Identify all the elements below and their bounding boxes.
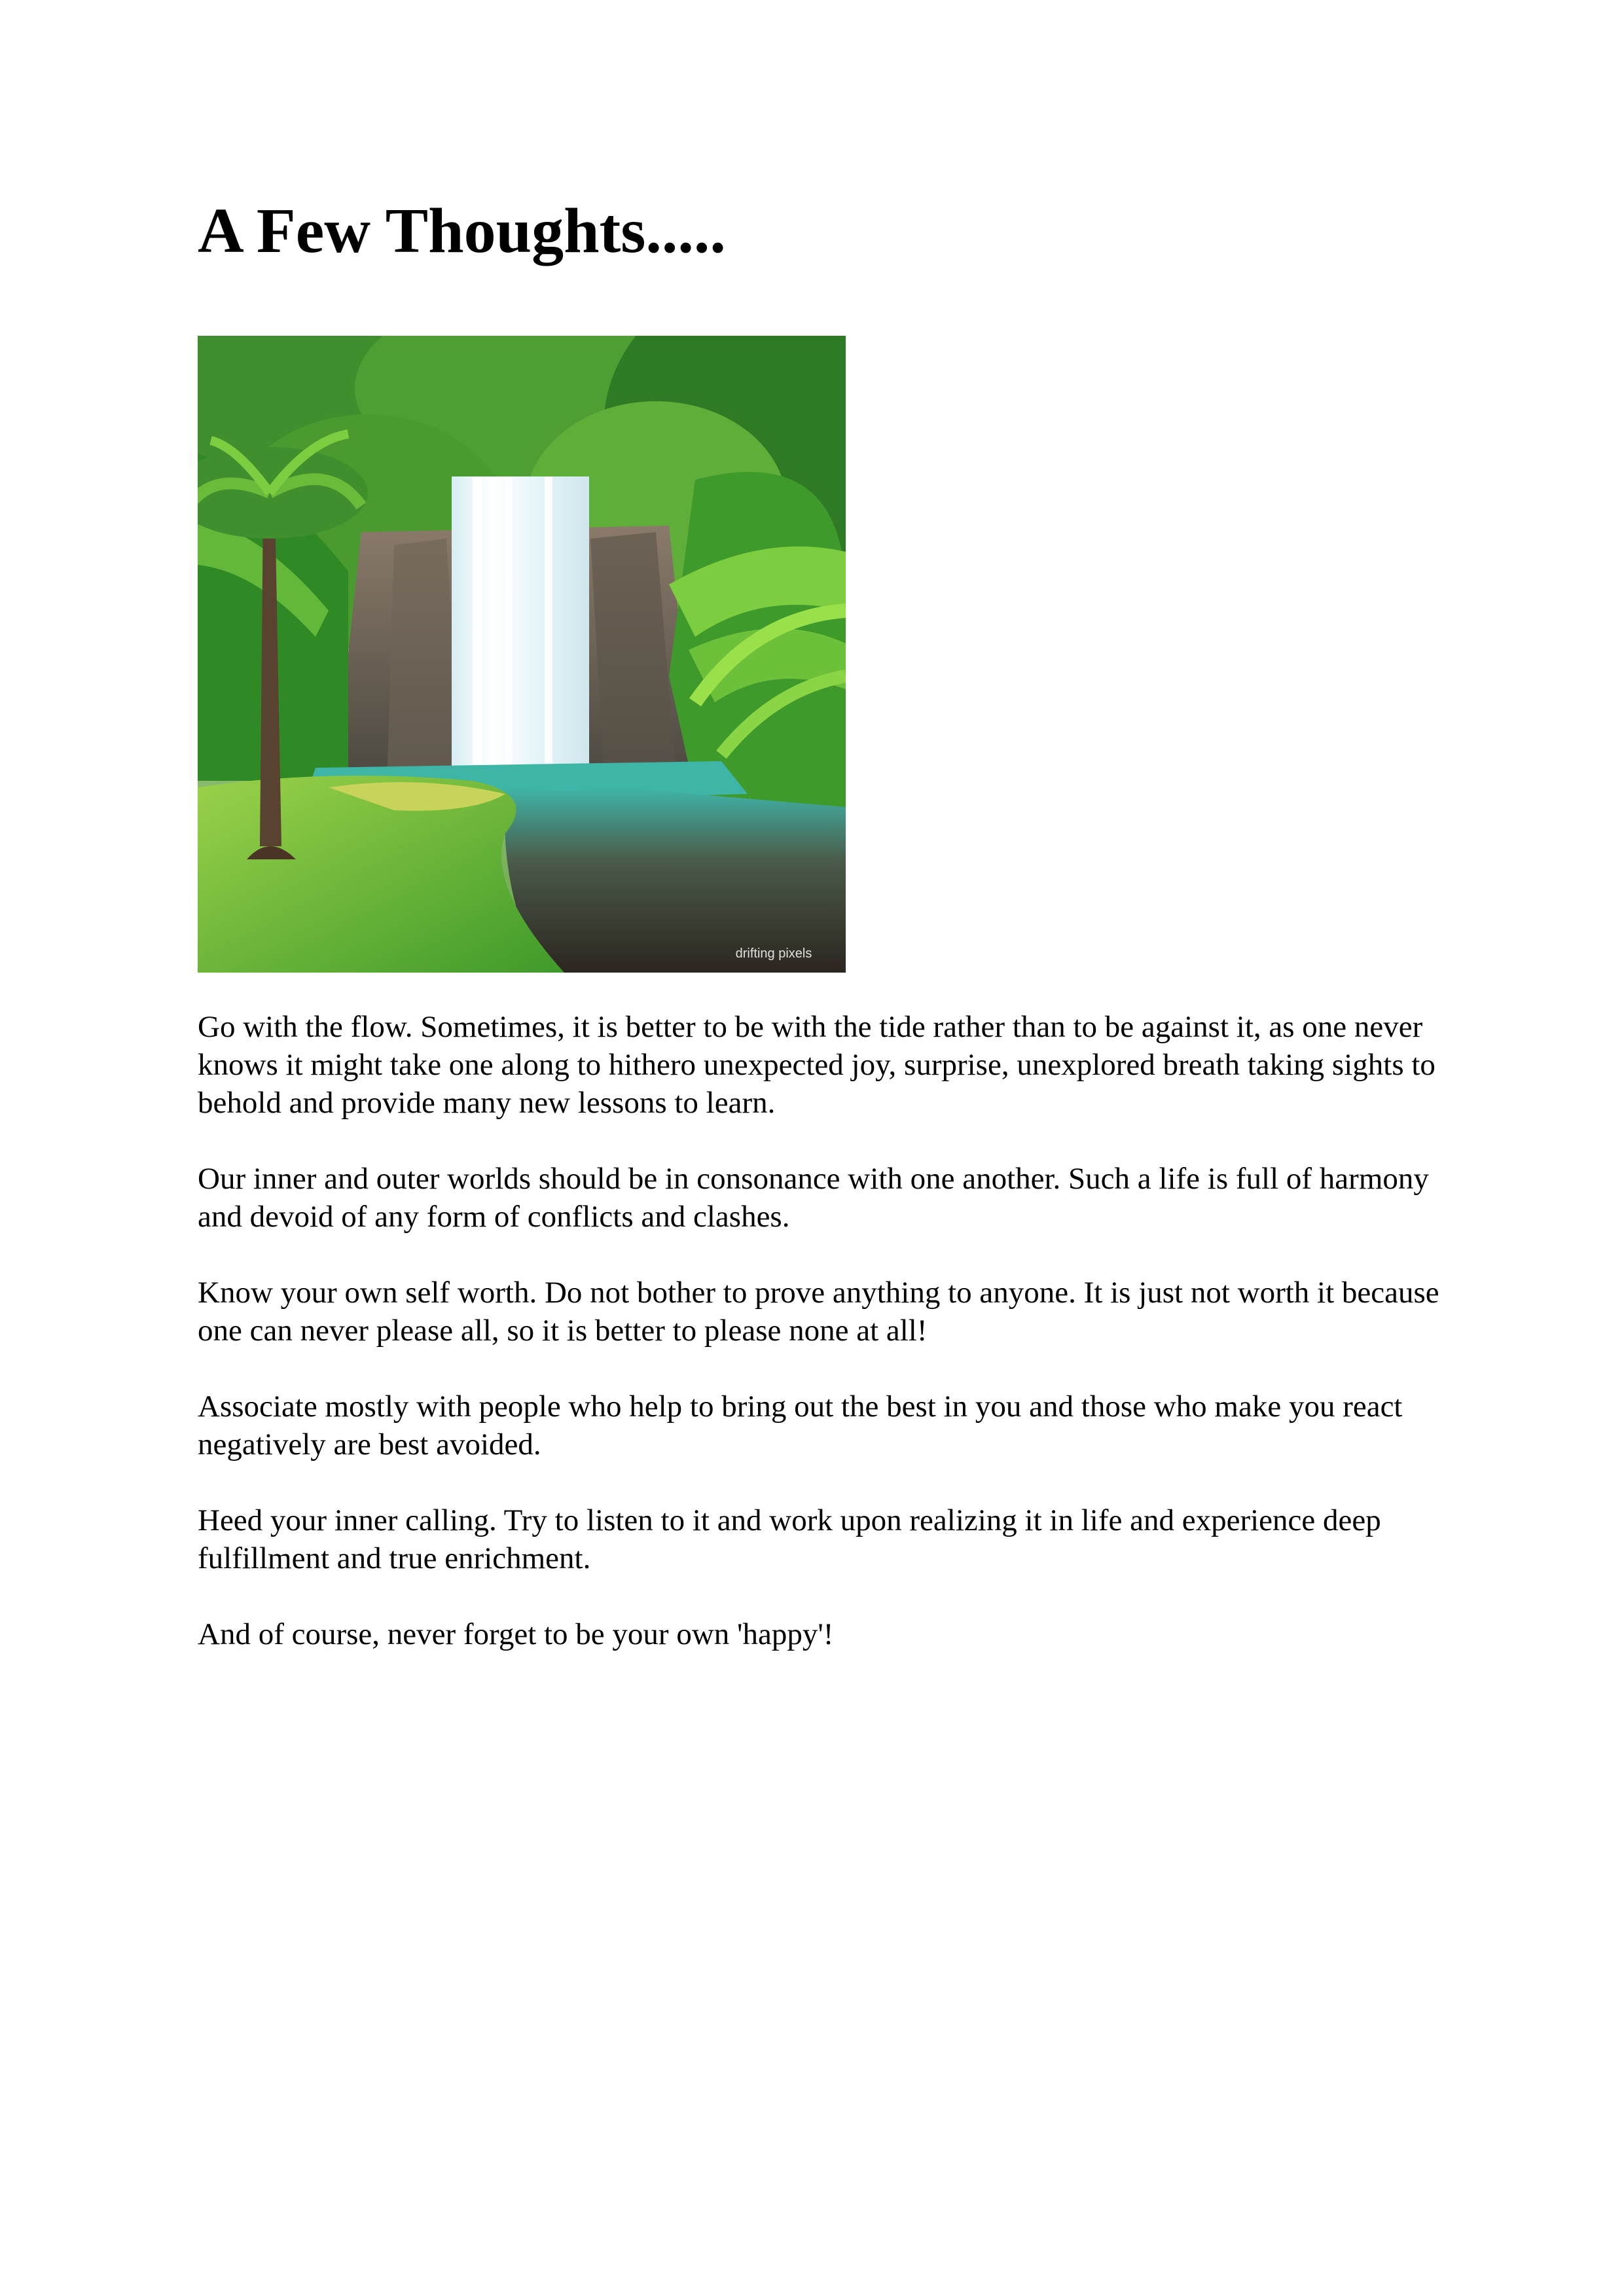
watermark-text: drifting pixels xyxy=(735,946,812,961)
paragraph-go-with-flow: Go with the flow. Sometimes, it is better to be with the tide rather than to be against it, as one never knows it might take one along to hithero unexpected joy, surprise, unexplored breath taking sights to behold and provide many new lessons to learn. xyxy=(198,1010,1435,1120)
paragraph-inner-calling: Heed your inner calling. Try to listen to it and work upon realizing it in life and experience deep fulfillment and true enrichment. xyxy=(198,1503,1381,1575)
paragraph-associate: Associate mostly with people who help to bring out the best in you and those who make you react negatively are best avoided. xyxy=(198,1390,1403,1462)
page-title: A Few Thoughts..... xyxy=(198,196,726,266)
body-text xyxy=(198,1008,1468,1691)
paragraph-self-worth: Know your own self worth. Do not bother to prove anything to anyone. It is just not worth it because one can never please all, so it is better to please none at all! xyxy=(198,1276,1439,1348)
paragraph-inner-outer-worlds: Our inner and outer worlds should be in consonance with one another. Such a life is full of harmony and devoid of any form of conflicts and clashes. xyxy=(198,1162,1429,1234)
waterfall-photo xyxy=(198,336,846,973)
paragraph-own-happy: And of course, never forget to be your own 'happy'! xyxy=(198,1617,834,1651)
